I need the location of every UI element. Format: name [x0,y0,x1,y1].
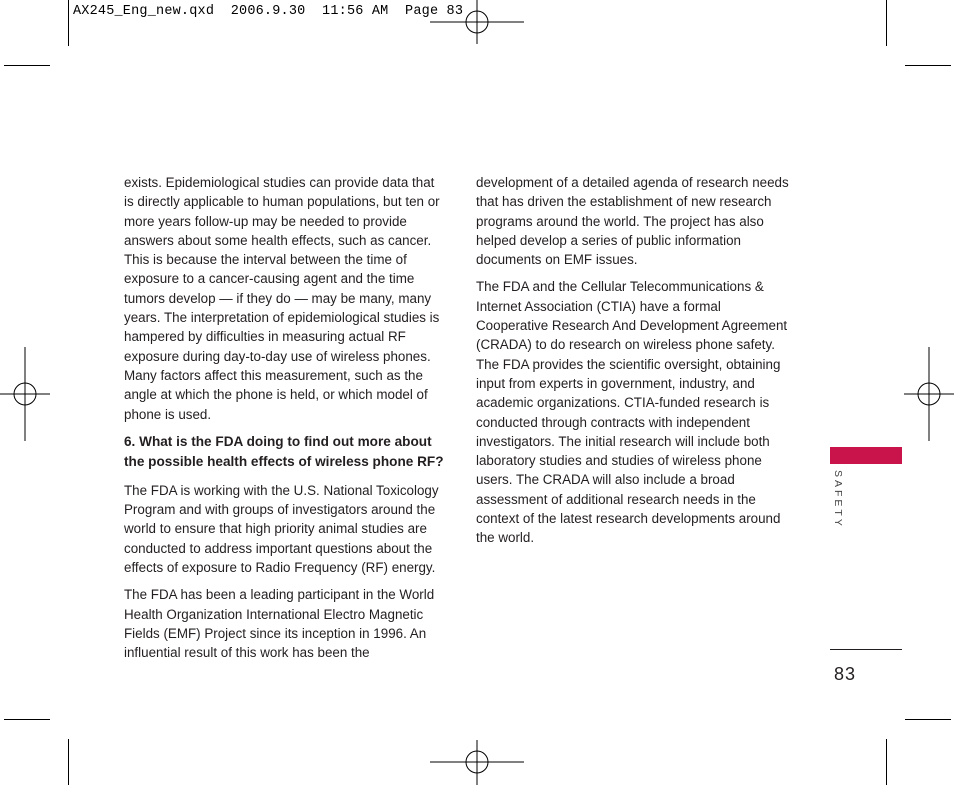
registration-mark-bottom [430,740,524,785]
right-paragraph-1: development of a detailed agenda of research needs that has driven the establishment of new research programs around the world. The project has also helped develop a series of public information documents on EMF issues. [476,175,789,268]
crop-mark-bottom-left-horizontal [4,719,50,720]
left-paragraph-1: exists. Epidemiological studies can provide data that is directly applicable to human populations, but ten or more years follow-up may be needed to provide answers about some health effects, such as cancer. This is because the interval between the time of exposure to a cancer-causing agent and the time tumors develop — if they do — may be many, many years. The interpretation of epidemiological studies is hampered by difficulties in measuring actual RF exposure during day-to-day use of wireless phones. Many factors affect this measurement, such as the angle at which the phone is held, or which model of phone is used. [124,175,440,422]
right-paragraph-2: The FDA and the Cellular Telecommunications & Internet Association (CTIA) have a formal Cooperative Research And Development Agreement (CRADA) to do research on wireless phone safety. The FDA provides the scientific oversight, obtaining input from experts in government, industry, and academic organizations. CTIA-funded research is conducted through contracts with independent investigators. The initial research will include both laboratory studies and studies of wireless phone users. The CRADA will also include a broad assessment of additional research needs in the context of the latest research developments around the world. [476,279,788,546]
section-tab-label: SAFETY [832,470,844,529]
crop-mark-bottom-right-horizontal [905,719,951,720]
registration-mark-left [0,347,50,441]
right-column [476,173,792,556]
section-tab-bar [830,447,902,464]
crop-mark-bottom-right-vertical [886,739,887,785]
question-heading: 6. What is the FDA doing to find out more about the possible health effects of wireless phone RF? [124,433,444,470]
left-column [124,173,446,671]
registration-mark-right [904,347,954,441]
crop-mark-top-left-horizontal [4,65,50,66]
left-paragraph-3: The FDA has been a leading participant in the World Health Organization International Electro Magnetic Fields (EMF) Project since its inception in 1996. An influential result of this work has been the [124,587,435,661]
crop-mark-top-right-vertical [886,0,887,46]
crop-mark-bottom-left-vertical [68,739,69,785]
left-paragraph-2: The FDA is working with the U.S. National Toxicology Program and with groups of investigators around the world to ensure that high priority animal studies are conducted to address important questions about the effects of exposure to Radio Frequency (RF) energy. [124,482,439,576]
slug-line: AX245_Eng_new.qxd 2006.9.30 11:56 AM Page 83 [73,4,464,19]
registration-mark-top [430,0,524,44]
page-number: 83 [834,664,857,684]
crop-mark-top-left-vertical [68,0,69,46]
page-number-rule [830,649,902,650]
crop-mark-top-right-horizontal [905,65,951,66]
